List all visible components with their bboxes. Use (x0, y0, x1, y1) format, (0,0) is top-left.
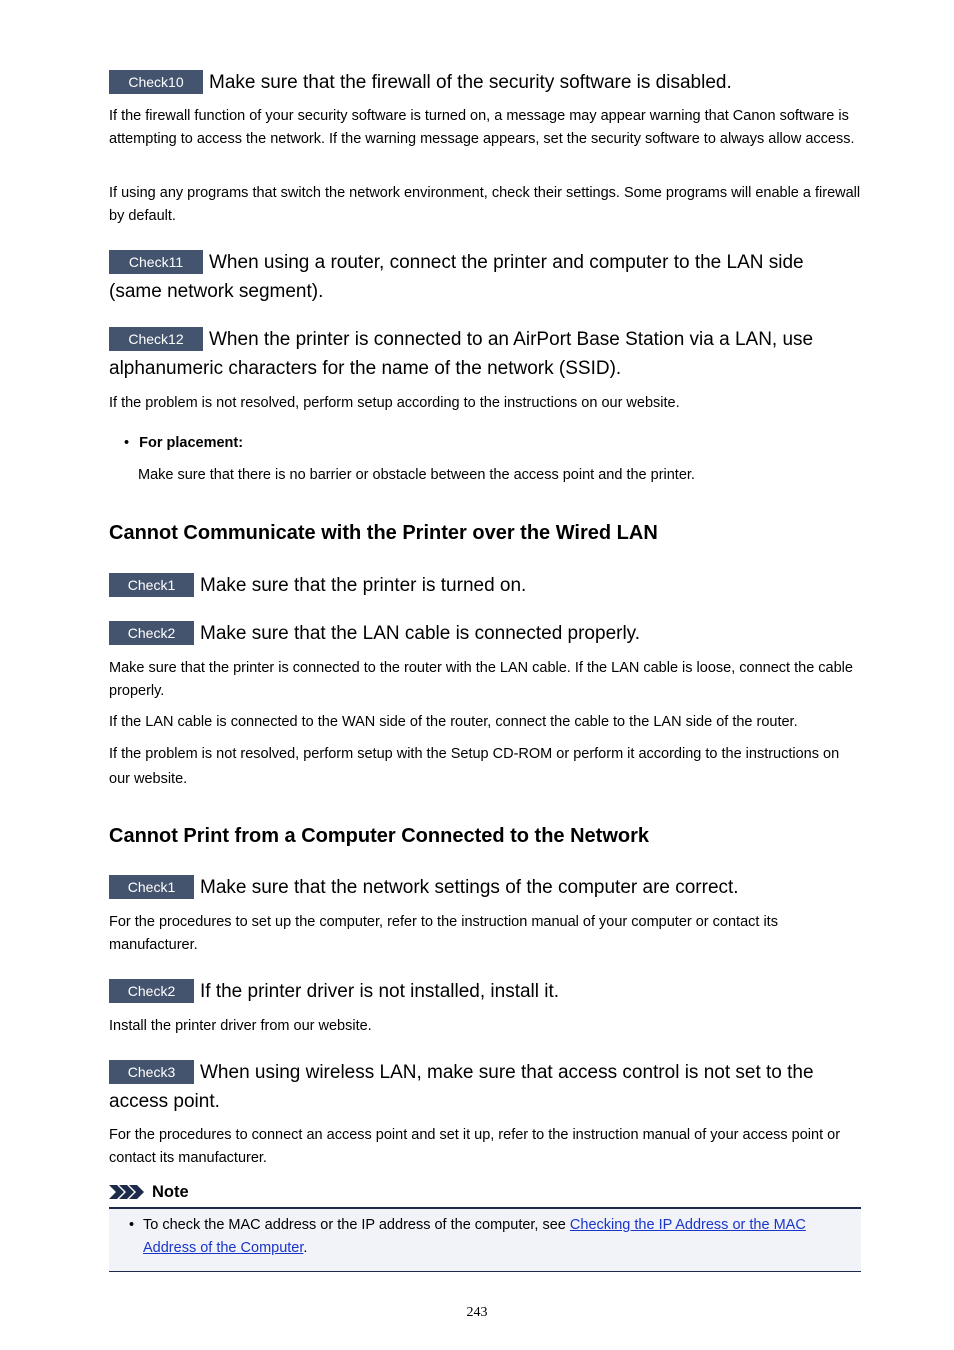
check-badge: Check1 (109, 573, 194, 597)
bullet-dot: • (124, 435, 130, 451)
note-box (109, 1207, 861, 1272)
note-text-after: . (303, 1240, 308, 1256)
check-badge: Check1 (109, 875, 194, 899)
note-text-before: To check the MAC address or the IP address of the computer, see (143, 1217, 570, 1233)
section-heading: Cannot Communicate with the Printer over the Wired LAN (109, 522, 658, 544)
paragraph: If the firewall function of your security software is turned on, a message may appear warning that Canon software is attempting to access the network. If the warning message appears, set the security software to always allow access. (109, 108, 855, 147)
check11-heading (109, 248, 861, 306)
check-text: When using a router, connect the printer and computer to the LAN side (same network segment). (109, 252, 804, 302)
check-badge: Check2 (109, 621, 194, 645)
paragraph: For the procedures to connect an access point and set it up, refer to the instruction manual of your access point or contact its manufacturer. (109, 1127, 841, 1166)
check-text: When the printer is connected to an AirPort Base Station via a LAN, use alphanumeric characters for the name of the network (SSID). (109, 329, 814, 379)
bullet-item (124, 432, 243, 455)
check-text: If the printer driver is not installed, install it. (200, 981, 560, 1002)
paragraph: If the problem is not resolved, perform setup with the Setup CD-ROM or perform it according to the instructions on our website. (109, 746, 840, 787)
bullet-text: Make sure that there is no barrier or obstacle between the access point and the printer. (138, 467, 695, 483)
check10-heading (109, 68, 861, 97)
check-text: Make sure that the printer is turned on. (200, 575, 527, 596)
section-heading: Cannot Print from a Computer Connected to the Network (109, 825, 650, 847)
bullet-title: For placement: (139, 435, 244, 451)
note-chevrons-icon (109, 1184, 147, 1200)
note-text (143, 1214, 855, 1260)
paragraph: Install the printer driver from our website. (109, 1018, 372, 1034)
check-badge: Check3 (109, 1060, 194, 1084)
note-bullet-dot: • (129, 1217, 135, 1233)
check2-heading (109, 977, 861, 1006)
paragraph: For the procedures to set up the computer, refer to the instruction manual of your computer or contact its manufacturer. (109, 914, 778, 953)
check-badge: Check12 (109, 327, 203, 351)
check-badge: Check10 (109, 70, 203, 94)
paragraph: Make sure that the printer is connected to the router with the LAN cable. If the LAN cable is loose, connect the cable properly. (109, 660, 853, 699)
note-label: Note (152, 1182, 189, 1201)
paragraph: If the LAN cable is connected to the WAN side of the router, connect the cable to the LAN side of the router. (109, 714, 798, 730)
check12-heading (109, 325, 861, 383)
check-text: When using wireless LAN, make sure that access control is not set to the access point. (109, 1062, 814, 1112)
check-text: Make sure that the firewall of the security software is disabled. (209, 72, 732, 93)
check-badge: Check2 (109, 979, 194, 1003)
check1-heading (109, 571, 861, 600)
note-link[interactable]: Checking the IP Address or the MAC Address of the Computer (143, 1217, 806, 1256)
check2-heading (109, 619, 861, 648)
page-number: 243 (466, 1305, 488, 1320)
check-badge: Check11 (109, 250, 203, 274)
paragraph: If using any programs that switch the network environment, check their settings. Some programs will enable a firewall by default. (109, 185, 861, 224)
note-header (109, 1181, 189, 1203)
check-text: Make sure that the LAN cable is connected properly. (200, 623, 641, 644)
check3-heading (109, 1058, 861, 1116)
check1-heading (109, 873, 861, 902)
paragraph: If the problem is not resolved, perform setup according to the instructions on our website. (109, 395, 680, 411)
check-text: Make sure that the network settings of the computer are correct. (200, 877, 739, 898)
